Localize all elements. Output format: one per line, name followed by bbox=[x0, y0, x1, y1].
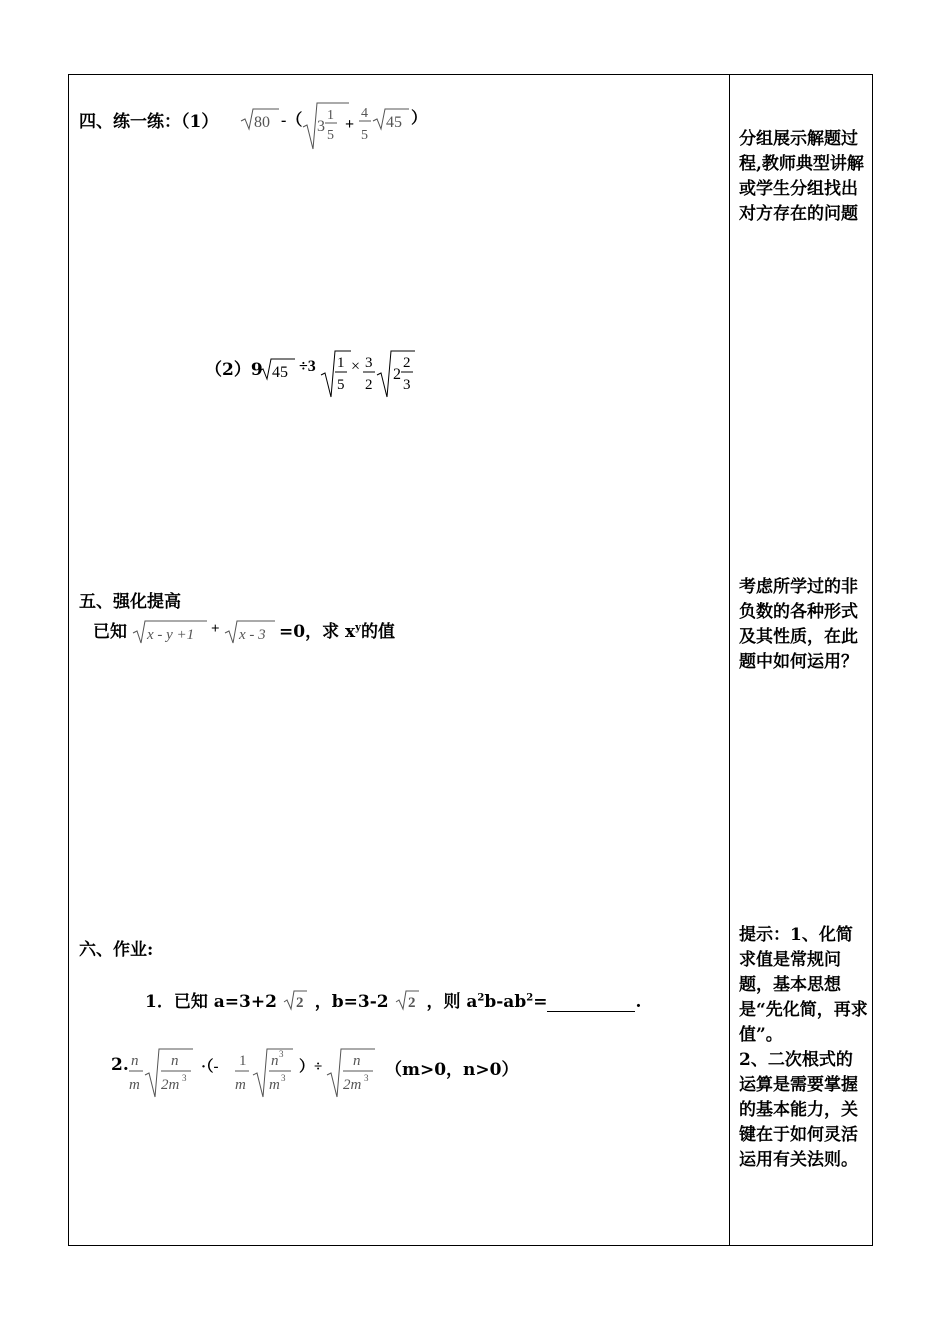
sqrt45-value: 45 bbox=[386, 114, 402, 131]
p2-frac-three: 3 bbox=[403, 377, 411, 393]
p2-five: 5 bbox=[337, 377, 345, 393]
section4-note: 分组展示解题过程,教师典型讲解或学生分组找出对方存在的问题 bbox=[739, 129, 864, 224]
section4-p2-label: （2）9 bbox=[205, 360, 263, 380]
q2-r2m3b: 2m bbox=[343, 1077, 362, 1093]
frac-five: 5 bbox=[327, 128, 334, 143]
q1-sqrt2-a bbox=[283, 989, 309, 1011]
column-divider bbox=[729, 75, 730, 1245]
frac-four: 4 bbox=[361, 106, 368, 121]
q2-rm3sup: 3 bbox=[281, 1073, 286, 1083]
p2-div3: ÷3 bbox=[299, 358, 316, 375]
answer-blank[interactable] bbox=[547, 995, 635, 1012]
section6-q1 bbox=[145, 987, 641, 1012]
q2-rn2: n bbox=[353, 1053, 361, 1069]
frac-one: 1 bbox=[327, 108, 334, 123]
p2-three: 3 bbox=[365, 355, 373, 371]
q2-rn: n bbox=[171, 1053, 179, 1069]
expr-5 bbox=[131, 613, 291, 649]
q2-r2m3bsup: 3 bbox=[364, 1073, 369, 1083]
p2-one: 1 bbox=[337, 355, 345, 371]
expr-4-1 bbox=[239, 97, 429, 153]
p2-times: × bbox=[351, 358, 361, 375]
rad2-content: x - 3 bbox=[239, 627, 266, 643]
section6-note: 提示：1、化简求值是常规问题，基本思想是“先化简，再求值”。 2、二次根式的运算是需要掌握的基本能力，关键在于如何灵活运用有关法则。 bbox=[739, 925, 868, 1170]
q2-close: ）÷ bbox=[299, 1059, 323, 1075]
p2-two: 2 bbox=[365, 377, 373, 393]
section5-eq: =0，求 x bbox=[279, 622, 356, 642]
plus-sign: + bbox=[345, 116, 355, 133]
section5-heading: 五、强化提高 bbox=[79, 592, 181, 612]
p2-frac-two: 2 bbox=[403, 355, 411, 371]
q2-lead: 2. bbox=[111, 1055, 129, 1075]
rad1-content: x - y +1 bbox=[147, 627, 195, 643]
q2-condition: （m>0，n>0） bbox=[385, 1060, 519, 1080]
q1-d: b-ab bbox=[484, 992, 527, 1012]
q1-end: . bbox=[635, 992, 642, 1012]
expr-6-2 bbox=[127, 1045, 395, 1101]
mixed-three: 3 bbox=[317, 118, 325, 135]
q1-r1: 2 bbox=[295, 995, 304, 1011]
section5-sup: y bbox=[355, 622, 361, 634]
q1-sup2: 2 bbox=[526, 992, 534, 1004]
section5-equation bbox=[279, 617, 395, 642]
p2-sqrt45: 45 bbox=[272, 364, 288, 381]
q1-c: ，则 a bbox=[426, 992, 478, 1012]
q1-a: 1．已知 a=3+2 bbox=[145, 992, 277, 1012]
section5-tail: 的值 bbox=[360, 622, 395, 642]
section5-note: 考虑所学过的非负数的各种形式及其性质，在此题中如何运用？ bbox=[739, 577, 858, 672]
expr-4-2 bbox=[255, 345, 425, 405]
section4-heading: 四、练一练：（1） bbox=[79, 112, 219, 132]
section5-plus: + bbox=[211, 621, 220, 637]
close-paren: ） bbox=[411, 110, 428, 127]
q2-n1: n bbox=[131, 1053, 139, 1069]
q2-rn3: n bbox=[271, 1053, 279, 1069]
lesson-table bbox=[68, 74, 873, 1246]
minus-paren: -（ bbox=[281, 112, 303, 129]
q2-r2m3sup: 3 bbox=[182, 1073, 187, 1083]
q2-rn3sup: 3 bbox=[279, 1049, 284, 1059]
p2-mixed-two: 2 bbox=[393, 366, 401, 383]
q2-r2m3: 2m bbox=[161, 1077, 180, 1093]
q2-rm3: m bbox=[269, 1077, 280, 1093]
q2-dot: ·（- bbox=[201, 1059, 219, 1075]
q2-m1: m bbox=[129, 1077, 140, 1093]
sqrt80-value: 80 bbox=[254, 114, 270, 131]
q2-m2: m bbox=[235, 1077, 246, 1093]
section6-heading: 六、作业: bbox=[79, 940, 154, 960]
q1-b: ，b=3-2 bbox=[314, 992, 389, 1012]
q1-sqrt2-b bbox=[395, 989, 421, 1011]
q2-one: 1 bbox=[239, 1053, 247, 1069]
q1-sup1: 2 bbox=[477, 992, 485, 1004]
section5-known: 已知 bbox=[93, 622, 127, 642]
frac-five-2: 5 bbox=[361, 128, 368, 143]
q1-e: = bbox=[533, 992, 548, 1012]
q1-r2: 2 bbox=[407, 995, 416, 1011]
